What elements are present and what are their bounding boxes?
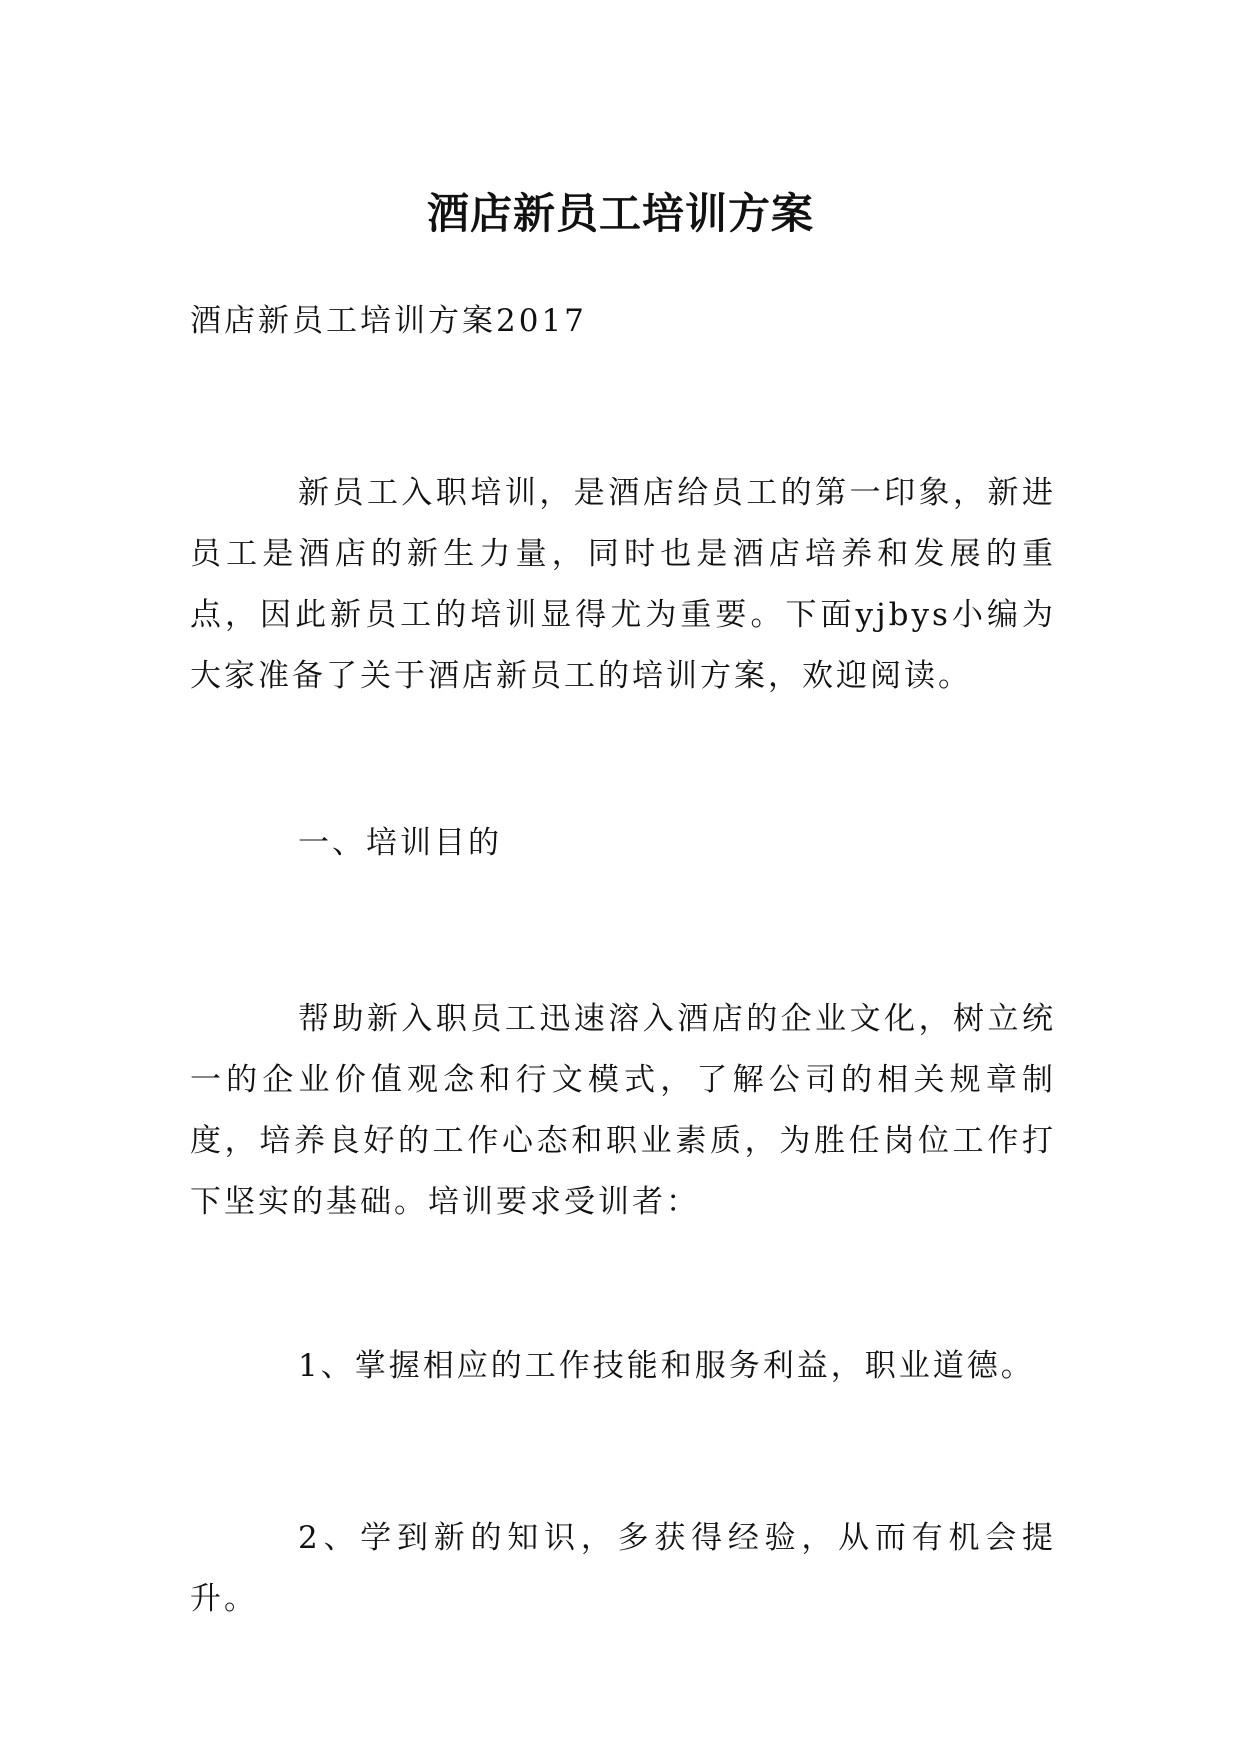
document-subtitle: 酒店新员工培训方案2017 [190, 303, 587, 339]
purpose-paragraph: 帮助新入职员工迅速溶入酒店的企业文化，树立统一的企业价值观念和行文模式，了解公司的相关规章制度，培养良好的工作心态和职业素质，为胜任岗位工作打下坚实的基础。培训要求受训者： [190, 1001, 1056, 1220]
intro-paragraph: 新员工入职培训，是酒店给员工的第一印象，新进员工是酒店的新生力量，同时也是酒店培养和发展的重点，因此新员工的培训显得尤为重要。下面yjbys小编为大家准备了关于酒店新员工的培训方案，欢迎阅读。 [190, 475, 1056, 694]
list-item: 1、掌握相应的工作技能和服务利益，职业道德。 [298, 1348, 1035, 1384]
section-heading-purpose: 一、培训目的 [298, 825, 502, 861]
list-item: 2、学到新的知识，多获得经验，从而有机会提升。 [190, 1520, 1056, 1617]
document-title: 酒店新员工培训方案 [426, 189, 814, 239]
